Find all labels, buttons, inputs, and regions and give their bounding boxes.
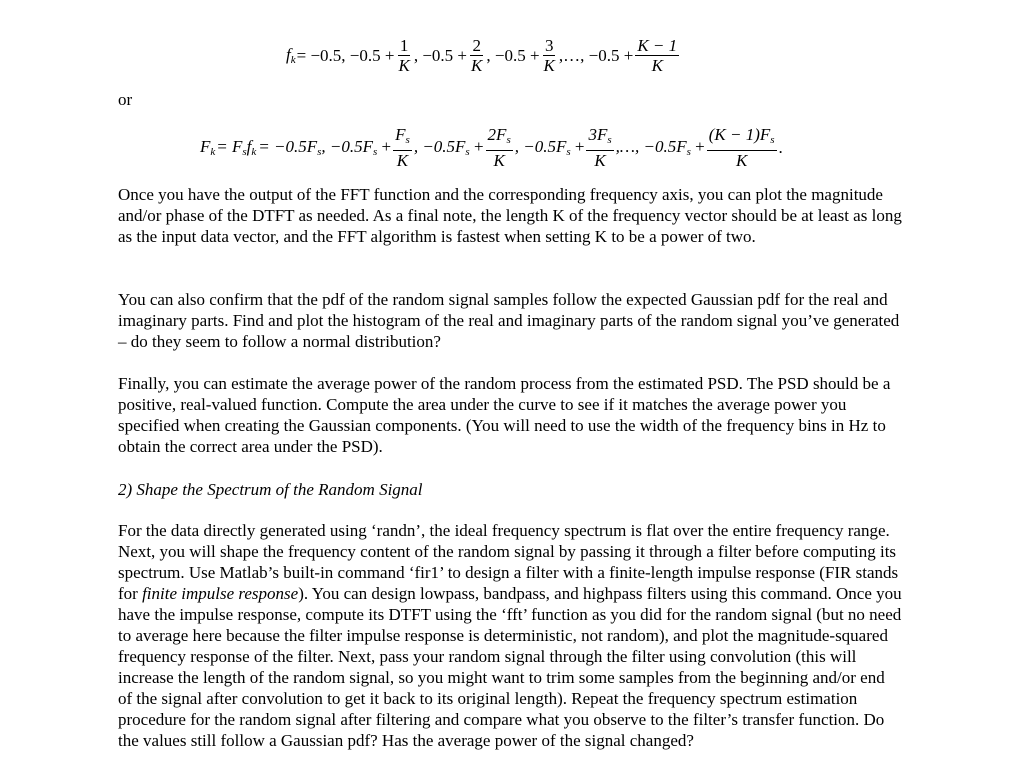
equation-frequency-hz: [200, 125, 784, 170]
eq1-lhs: $f_k$: [286, 45, 296, 66]
paragraph-shape-spectrum: For the data directly generated using ‘randn’, the ideal frequency spectrum is flat over the entire frequency range. Next, you will shape the frequency content of the random signal by passing it through a filter before computing its spectrum. Use Matlab’s built-in command ‘fir1’ to design a filter with a finite-length impulse response (FIR stands for finite impulse response). You can design lowpass, bandpass, and highpass filters using this command. Once you have the impulse response, compute its DTFT using the ‘fft’ function as you did for the random signal (but no need to average here because the filter impulse response is deterministic, not random), and plot the magnitude-squared frequency response of the filter. Next, pass your random signal through the filter using convolution (this will increase the length of the random signal, so you might want to trim some samples from the beginning and/or end of the signal after convolution to get it back to its original length). Repeat the frequency spectrum estimation procedure for the random signal after filtering and compare what you observe to the filter’s transfer function. Do the values still follow a Gaussian pdf? Has the average power of the signal changed?: [118, 521, 902, 750]
equation-frequency-normalized: [286, 36, 680, 75]
eq1-fraction-1: $\frac{1}{K}$: [398, 36, 410, 75]
eq1-separator-3: ,…, −0.5 +: [558, 45, 634, 65]
section-heading: 2) Shape the Spectrum of the Random Signal: [118, 480, 423, 499]
eq1-fraction-3: $\frac{3}{K}$: [543, 36, 555, 75]
eq2-separator-2: , $-0.5F_s$ +: [514, 137, 585, 158]
eq2-separator-3: ,…, $-0.5F_s$ +: [615, 137, 705, 158]
emphasis-fir: finite impulse response: [142, 584, 299, 603]
eq1-separator-1: , −0.5 +: [413, 45, 468, 65]
eq2-mid: = $F_sf_k$: [216, 137, 257, 158]
eq2-fraction-1: $\frac{F_s}{K}$: [395, 125, 410, 170]
paragraph-pdf-histogram: You can also confirm that the pdf of the random signal samples follow the expected Gaussian pdf for the real and imaginary parts. Find and plot the histogram of the real and imaginary parts of the random signal you’ve generated – do they seem to follow a normal distribution?: [118, 290, 900, 351]
eq2-fraction-2: $\frac{2F_s}{K}$: [487, 125, 511, 170]
eq1-fraction-2: $\frac{2}{K}$: [471, 36, 483, 75]
eq1-fraction-4: $\frac{K - 1}{K}$: [637, 36, 678, 75]
eq1-separator-2: , −0.5 +: [486, 45, 540, 65]
eq2-separator-1: , $-0.5F_s$ +: [413, 137, 484, 158]
eq2-fraction-3: $\frac{3F_s}{K}$: [588, 125, 612, 170]
eq2-lhs: $F_k$: [200, 137, 216, 158]
paragraph-fft-output: Once you have the output of the FFT function and the corresponding frequency axis, you can plot the magnitude and/or phase of the DTFT as needed. As a final note, the length K of the frequency vector should be at least as long as the input data vector, and the FFT algorithm is fastest when setting K to be a power of two.: [118, 185, 902, 246]
paragraph-average-power: Finally, you can estimate the average power of the random process from the estimated PSD. The PSD should be a positive, real-valued function. Compute the area under the curve to see if it matches the average power you specified when creating the Gaussian components. (You will need to use the width of the frequency bins in Hz to obtain the correct area under the PSD).: [118, 374, 891, 456]
eq2-fraction-4: $\frac{(K - 1)F_s}{K}$: [708, 125, 775, 170]
eq2-end: .: [778, 137, 783, 157]
or-label: or: [118, 90, 133, 109]
eq2-start: = $-0.5F_s$, $-0.5F_s$ +: [258, 137, 392, 158]
eq1-start: = −0.5, −0.5 +: [296, 45, 395, 65]
